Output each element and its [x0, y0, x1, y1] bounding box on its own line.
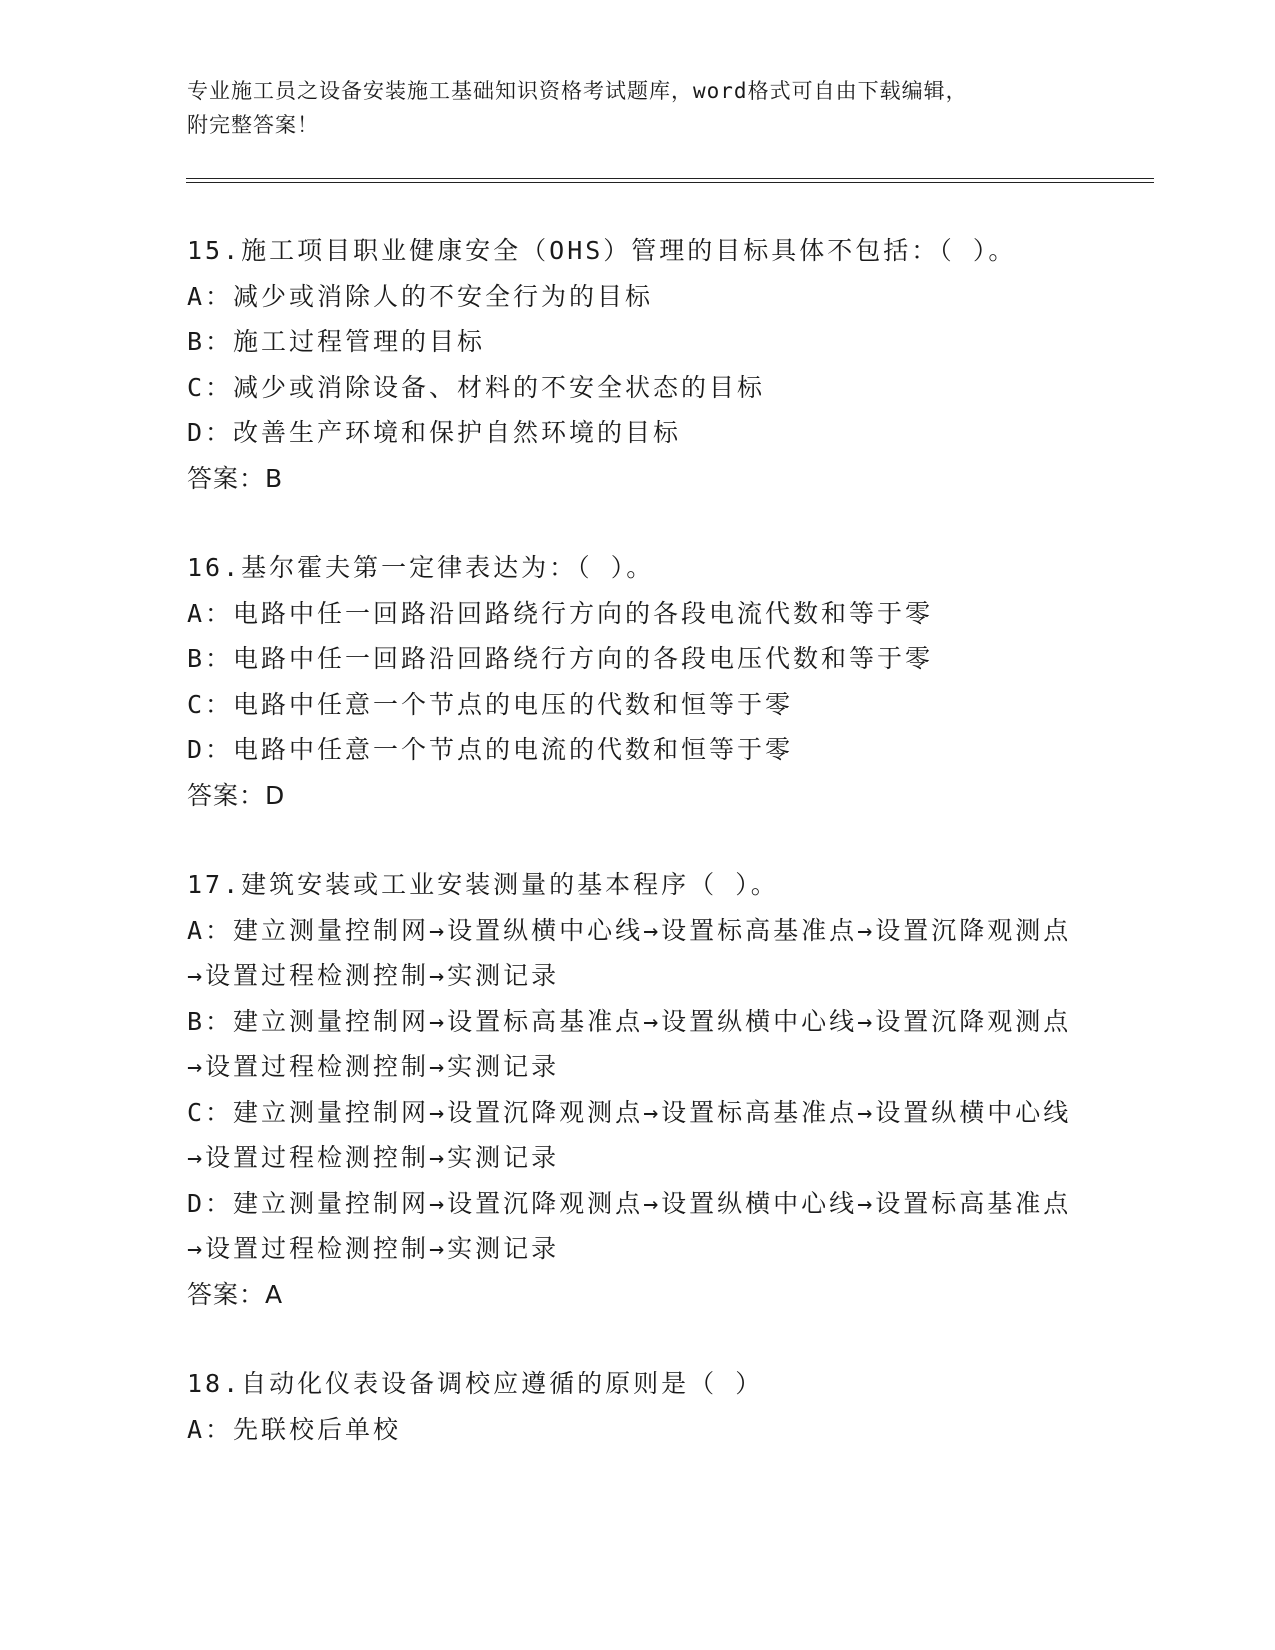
question-stem: 16.基尔霍夫第一定律表达为：（ ）。: [187, 553, 655, 582]
answer-line: 答案：D: [187, 780, 286, 810]
option-a: A：建立测量控制网→设置纵横中心线→设置标高基准点→设置沉降观测点→设置过程检测控制→实测记录: [187, 915, 1072, 990]
header-line-1: 专业施工员之设备安装施工基础知识资格考试题库，word格式可自由下载编辑，: [187, 79, 968, 103]
question-17: [187, 862, 1087, 1317]
question-16: [187, 545, 1087, 818]
option-a: A：先联校后单校: [187, 1414, 402, 1444]
question-stem: 18.自动化仪表设备调校应遵循的原则是（ ）: [187, 1369, 764, 1398]
option-d: D：电路中任意一个节点的电流的代数和恒等于零: [187, 735, 794, 764]
option-c: C：建立测量控制网→设置沉降观测点→设置标高基准点→设置纵横中心线→设置过程检测控制→实测记录: [187, 1097, 1072, 1172]
option-d: D：建立测量控制网→设置沉降观测点→设置纵横中心线→设置标高基准点→设置过程检测控制→实测记录: [187, 1188, 1072, 1263]
question-stem: 15.施工项目职业健康安全（OHS）管理的目标具体不包括：（ ）。: [187, 236, 1017, 265]
header-line-2: 附完整答案！: [187, 113, 319, 137]
question-stem: 17.建筑安装或工业安装测量的基本程序（ ）。: [187, 870, 779, 899]
option-a: A：减少或消除人的不安全行为的目标: [187, 281, 654, 311]
answer-line: 答案：B: [187, 463, 284, 493]
header-divider: [186, 178, 1154, 183]
option-b: B：建立测量控制网→设置标高基准点→设置纵横中心线→设置沉降观测点→设置过程检测控制→实测记录: [187, 1006, 1072, 1081]
question-15: [187, 228, 1087, 501]
document-header: [187, 74, 1067, 142]
option-c: C：减少或消除设备、材料的不安全状态的目标: [187, 372, 766, 402]
option-b: B：施工过程管理的目标: [187, 327, 486, 356]
answer-line: 答案：A: [187, 1279, 284, 1309]
option-a: A：电路中任一回路沿回路绕行方向的各段电流代数和等于零: [187, 598, 934, 628]
option-d: D：改善生产环境和保护自然环境的目标: [187, 418, 682, 447]
question-18: [187, 1361, 1087, 1452]
option-c: C：电路中任意一个节点的电压的代数和恒等于零: [187, 689, 794, 719]
question-list: [187, 228, 1087, 1496]
option-b: B：电路中任一回路沿回路绕行方向的各段电压代数和等于零: [187, 644, 934, 673]
